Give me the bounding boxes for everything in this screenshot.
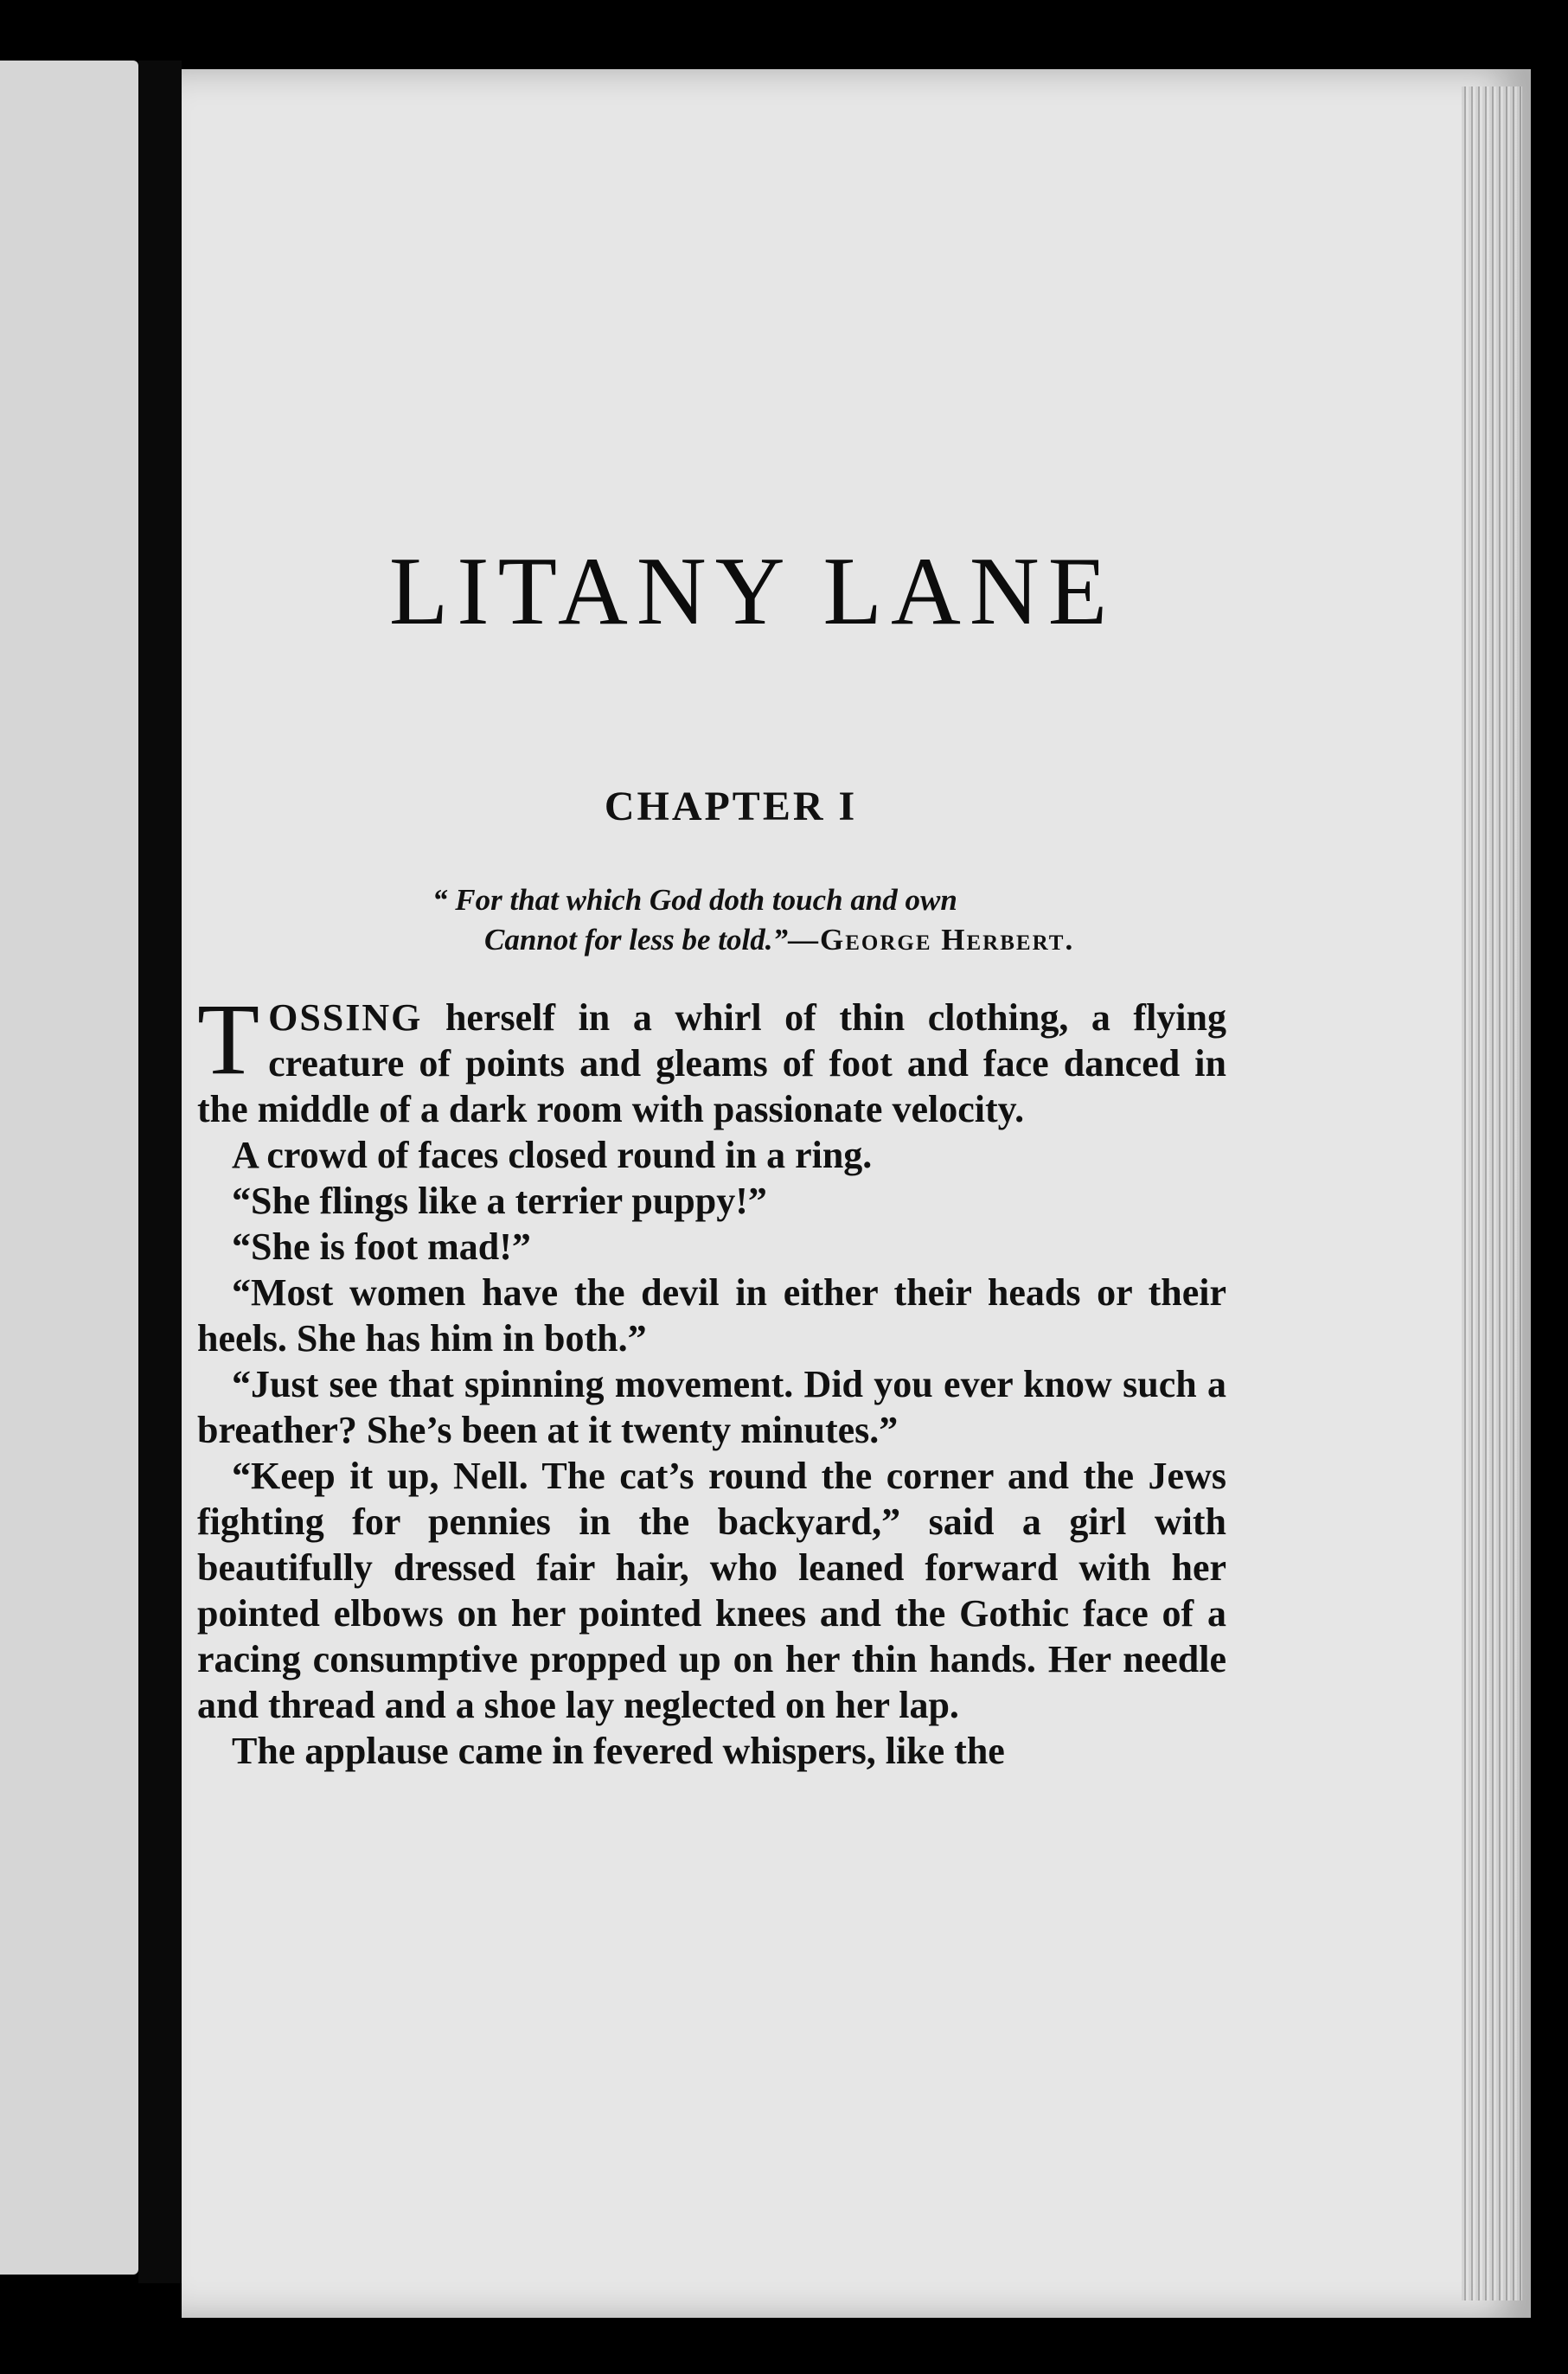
paragraph-8: The applause came in fevered whispers, like the	[232, 1730, 1005, 1772]
page-edge-texture	[1462, 86, 1522, 2300]
paragraph-2: A crowd of faces closed round in a ring.	[232, 1134, 873, 1176]
epigraph-line-2-wrap	[432, 920, 1211, 960]
paragraph-3: “She flings like a terrier puppy!”	[232, 1180, 767, 1222]
chapter-heading: CHAPTER I	[604, 784, 858, 829]
paragraph-5: “Most women have the devil in either their heads or their heels. She has him in both.”	[197, 1271, 1226, 1360]
paragraph-1-text: herself in a whirl of thin clothing, a flying creature of points and gleams of foot and face danced in the middle of a dark room with passionate velocity.	[197, 996, 1226, 1130]
facing-page	[0, 61, 138, 2275]
paragraph-7: “Keep it up, Nell. The cat’s round the corner and the Jews fighting for pennies in the backyard,” said a girl with beautifully dressed fair hair, who leaned forward with her pointed elbows on her pointed knees and the Gothic face of a racing consumptive propped up on her thin hands. Her needle and thread and a shoe lay neglected on her lap.	[197, 1455, 1226, 1726]
epigraph	[432, 880, 1211, 960]
paragraph-6: “Just see that spinning movement. Did you ever know such a breather? She’s been at it twenty minutes.”	[197, 1363, 1226, 1451]
drop-cap: T	[197, 982, 260, 1096]
paragraph-4: “She is foot mad!”	[232, 1225, 531, 1268]
chapter-body	[197, 982, 1226, 1774]
book-title: LITANY LANE	[388, 538, 1117, 645]
epigraph-line-1: “ For that which God doth touch and own	[432, 883, 957, 917]
epigraph-line-2: Cannot for less be told.”	[484, 923, 789, 957]
book-gutter	[138, 61, 182, 2283]
opening-small-caps: OSSING	[268, 996, 423, 1039]
epigraph-attribution: —George Herbert.	[788, 923, 1075, 957]
paragraph-1	[197, 982, 1226, 1132]
